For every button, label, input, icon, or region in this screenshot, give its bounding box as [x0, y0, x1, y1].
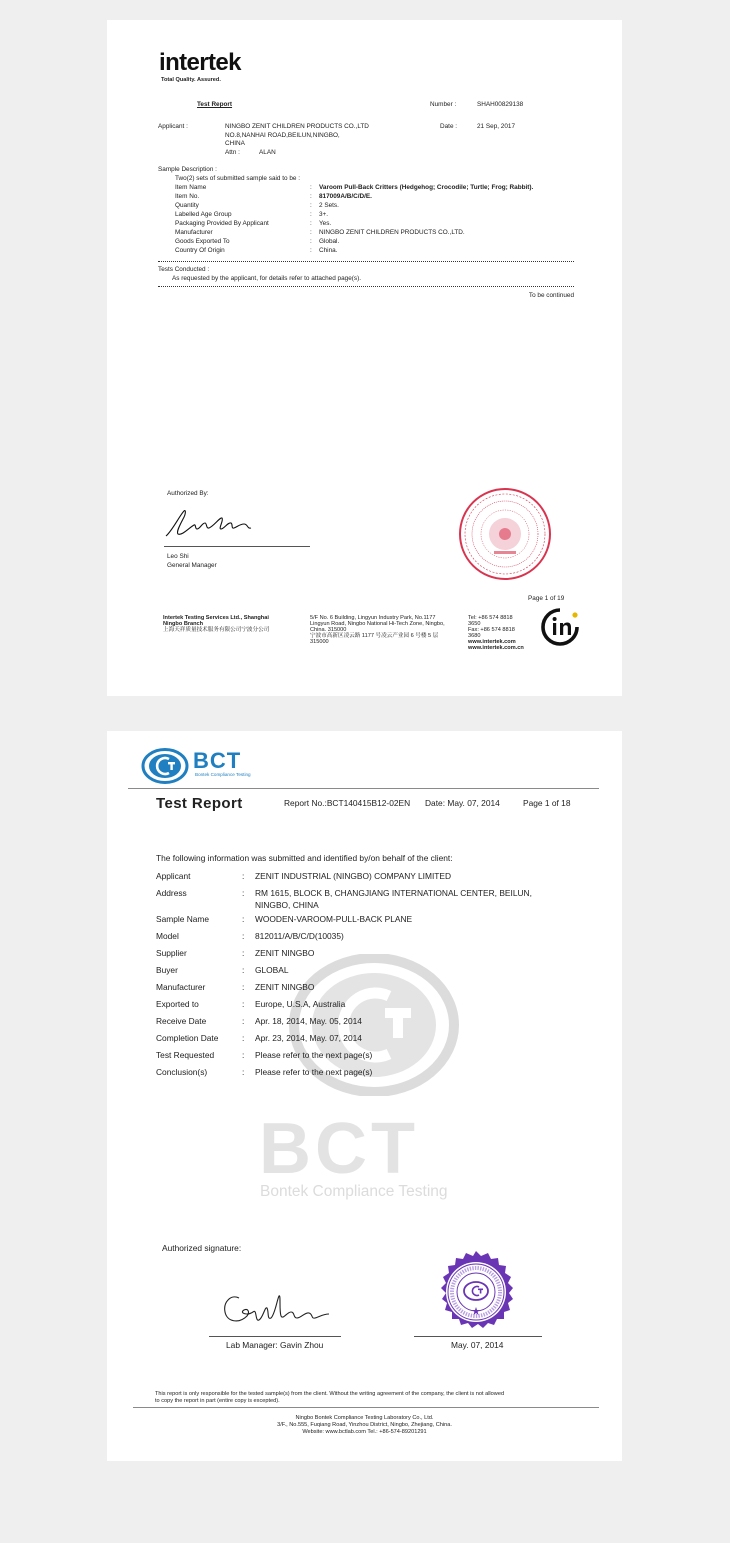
date-value: 21 Sep, 2017: [477, 123, 516, 130]
dotted-divider: [158, 286, 574, 287]
sample-row: [175, 228, 575, 237]
row-value: Varoom Pull-Back Critters (Hedgehog; Crocodile; Turtle; Frog; Rabbit).: [319, 184, 534, 191]
footer-line: 3/F., No.555, Fuqiang Road, Yinzhou District, Ningbo, Zhejiang, China.: [277, 1422, 452, 1428]
info-row: [156, 914, 576, 930]
report-page: Page 1 of 18: [523, 798, 571, 808]
row-label: Item No.: [175, 193, 200, 200]
authorized-signature-label: Authorized signature:: [162, 1243, 242, 1253]
row-label: Manufacturer: [156, 982, 206, 992]
disclaimer-line: to copy the report in part (entire copy is excepted).: [155, 1398, 280, 1404]
row-label: Test Requested: [156, 1050, 215, 1060]
row-colon: :: [242, 965, 245, 975]
applicant-line: CHINA: [225, 140, 245, 147]
intertek-report-page: [107, 20, 622, 696]
signature-image: [162, 505, 272, 541]
applicant-line: NINGBO ZENIT CHILDREN PRODUCTS CO.,LTD: [225, 123, 369, 130]
report-date: Date: May. 07, 2014: [425, 798, 500, 808]
row-label: Address: [156, 888, 187, 898]
red-company-seal: [458, 487, 552, 581]
row-value: ZENIT NINGBO: [255, 982, 315, 992]
header-rule: [128, 788, 599, 789]
footer-address: 宁波市高新区凌云路 1177 号凌云产业园 6 号楼 5 层: [310, 633, 439, 639]
footer-address: 315000: [310, 639, 329, 645]
info-row: [156, 965, 576, 981]
sample-row: [175, 183, 575, 192]
number-label: Number :: [430, 101, 457, 108]
bct-logo-subtext: Bontek Compliance Testing: [195, 772, 251, 777]
row-label: Receive Date: [156, 1016, 207, 1026]
sample-row: [175, 192, 575, 201]
row-value: Please refer to the next page(s): [255, 1067, 373, 1077]
signature-line: [209, 1336, 341, 1337]
row-value: ZENIT NINGBO: [255, 948, 315, 958]
applicant-label: Applicant :: [158, 123, 188, 130]
row-value: 817009A/B/C/D/E.: [319, 193, 372, 200]
info-row: [156, 948, 576, 964]
row-colon: :: [242, 888, 245, 898]
info-row: [156, 1033, 576, 1049]
manager-signature-image: [217, 1286, 337, 1330]
footer-link[interactable]: www.intertek.com: [468, 639, 516, 645]
row-label: Model: [156, 931, 179, 941]
row-colon: :: [310, 229, 312, 236]
row-value: WOODEN-VAROOM-PULL-BACK PLANE: [255, 914, 413, 924]
footer-link[interactable]: www.intertek.com.cn: [468, 645, 524, 651]
report-number: Report No.:BCT140415B12-02EN: [284, 798, 411, 808]
row-colon: :: [310, 247, 312, 254]
signatory-name: Leo Shi: [167, 553, 189, 560]
row-colon: :: [242, 999, 245, 1009]
dotted-divider: [158, 261, 574, 262]
footer-company: 上海天祥质量技术服务有限公司宁波分公司: [163, 627, 270, 633]
row-label: Applicant: [156, 871, 191, 881]
intertek-logo: intertek: [159, 49, 241, 76]
row-colon: :: [310, 238, 312, 245]
footer-contact: Fax: +86 574 8818: [468, 627, 515, 633]
sample-row: [175, 246, 575, 255]
row-colon: :: [242, 1050, 245, 1060]
info-row: [156, 931, 576, 947]
row-label: Manufacturer: [175, 229, 213, 236]
row-value: Please refer to the next page(s): [255, 1050, 373, 1060]
row-colon: :: [310, 202, 312, 209]
to-be-continued: To be continued: [528, 292, 574, 299]
attn-label: Attn :: [225, 148, 240, 156]
attn-value: ALAN: [259, 148, 276, 156]
row-label: Completion Date: [156, 1033, 219, 1043]
footer-address: 5/F No. 6 Building, Lingyun Industry Park, No.1177: [310, 615, 436, 621]
purple-lab-seal: [433, 1249, 519, 1335]
row-value: Apr. 18, 2014, May. 05, 2014: [255, 1016, 362, 1026]
footer-address: China. 315000: [310, 627, 347, 633]
row-value: Europe, U.S.A, Australia: [255, 999, 346, 1009]
footer-line: Website: www.bctlab.com Tel.: +86-574-89201291: [302, 1429, 427, 1435]
signatory-title: General Manager: [167, 562, 217, 569]
footer-company: Intertek Testing Services Ltd., Shanghai: [163, 615, 269, 621]
sample-row: [175, 219, 575, 228]
info-row: [156, 1067, 576, 1083]
row-value: Yes.: [319, 220, 332, 227]
info-row: [156, 871, 576, 887]
lab-manager-name: Lab Manager: Gavin Zhou: [226, 1340, 324, 1350]
row-colon: :: [242, 982, 245, 992]
row-colon: :: [310, 211, 312, 218]
row-label: Labelled Age Group: [175, 211, 232, 218]
footer-contact: Tel: +86 574 8818: [468, 615, 513, 621]
bct-logo-text: BCT: [193, 748, 242, 773]
signature-line: [164, 546, 310, 547]
stamp-date-line: [414, 1336, 542, 1337]
row-label: Item Name: [175, 184, 207, 191]
info-row: [156, 1016, 576, 1032]
row-colon: :: [242, 1016, 245, 1026]
intertek-tagline: Total Quality. Assured.: [161, 77, 221, 83]
row-label: Conclusion(s): [156, 1067, 208, 1077]
applicant-line: NO.8,NANHAI ROAD,BEILUN,NINGBO,: [225, 131, 340, 139]
bct-logo-emblem: [141, 748, 189, 784]
row-label: Buyer: [156, 965, 178, 975]
row-value: RM 1615, BLOCK B, CHANGJIANG INTERNATIONAL CENTER, BEILUN,: [255, 888, 532, 898]
row-colon: :: [310, 184, 312, 191]
page-number: Page 1 of 19: [528, 595, 565, 602]
row-label: Sample Name: [156, 914, 210, 924]
row-value: GLOBAL: [255, 965, 289, 975]
row-label: Packaging Provided By Applicant: [175, 220, 269, 227]
row-colon: :: [310, 220, 312, 227]
client-info-intro: The following information was submitted and identified by/on behalf of the client:: [156, 853, 453, 863]
row-colon: :: [310, 193, 312, 200]
tests-conducted-label: Tests Conducted :: [158, 266, 210, 273]
row-colon: :: [242, 1033, 245, 1043]
row-colon: :: [242, 1067, 245, 1077]
footer-rule: [133, 1407, 599, 1408]
footer-address: Lingyun Road, Ningbo National Hi-Tech Zone, Ningbo,: [310, 621, 445, 627]
intertek-in-icon: [540, 607, 580, 647]
sample-intro: Two(2) sets of submitted sample said to be :: [175, 174, 301, 182]
disclaimer-line: This report is only responsible for the tested sample(s) from the client. Without the writing agreement of the company, the client is not allowed: [155, 1391, 505, 1397]
authorized-by-label: Authorized By:: [167, 490, 209, 497]
row-label: Exported to: [156, 999, 199, 1009]
info-row: [156, 982, 576, 998]
row-value: 2 Sets.: [319, 202, 339, 209]
sample-row: [175, 210, 575, 219]
row-value: NINGBO, CHINA: [255, 900, 319, 910]
row-value: ZENIT INDUSTRIAL (NINGBO) COMPANY LIMITED: [255, 871, 452, 881]
info-row: [156, 888, 576, 916]
footer-contact: 3650: [468, 621, 481, 627]
row-value: NINGBO ZENIT CHILDREN PRODUCTS CO.,LTD.: [319, 229, 465, 236]
stamp-date: May. 07, 2014: [451, 1340, 504, 1350]
sample-row: [175, 201, 575, 210]
row-colon: :: [242, 871, 245, 881]
row-label: Supplier: [156, 948, 187, 958]
row-label: Quantity: [175, 202, 199, 209]
sample-description-label: Sample Description :: [158, 166, 217, 173]
row-colon: :: [242, 914, 245, 924]
watermark-subtext: Bontek Compliance Testing: [260, 1183, 448, 1200]
watermark-text: BCT: [259, 1109, 419, 1189]
date-label: Date :: [440, 123, 458, 130]
row-value: Apr. 23, 2014, May. 07, 2014: [255, 1033, 362, 1043]
row-value: China.: [319, 247, 338, 254]
row-label: Goods Exported To: [175, 238, 230, 245]
footer-line: Ningbo Bontek Compliance Testing Laboratory Co., Ltd.: [295, 1415, 434, 1421]
number-value: SHAH00829138: [477, 101, 524, 108]
row-value: Global.: [319, 238, 340, 245]
tests-conducted-value: As requested by the applicant, for details refer to attached page(s).: [172, 275, 361, 282]
bct-report-page: [107, 731, 622, 1461]
row-colon: :: [242, 948, 245, 958]
sample-row: [175, 237, 575, 246]
row-value: 812011/A/B/C/D(10035): [255, 931, 344, 941]
footer-contact: 3680: [468, 633, 481, 639]
row-label: Country Of Origin: [175, 247, 225, 254]
row-colon: :: [242, 931, 245, 941]
info-row: [156, 999, 576, 1015]
row-value: 3+.: [319, 211, 329, 218]
info-row: [156, 1050, 576, 1066]
footer-company: Ningbo Branch: [163, 621, 204, 627]
report-title: Test Report: [156, 795, 243, 812]
report-title: Test Report: [197, 101, 233, 108]
